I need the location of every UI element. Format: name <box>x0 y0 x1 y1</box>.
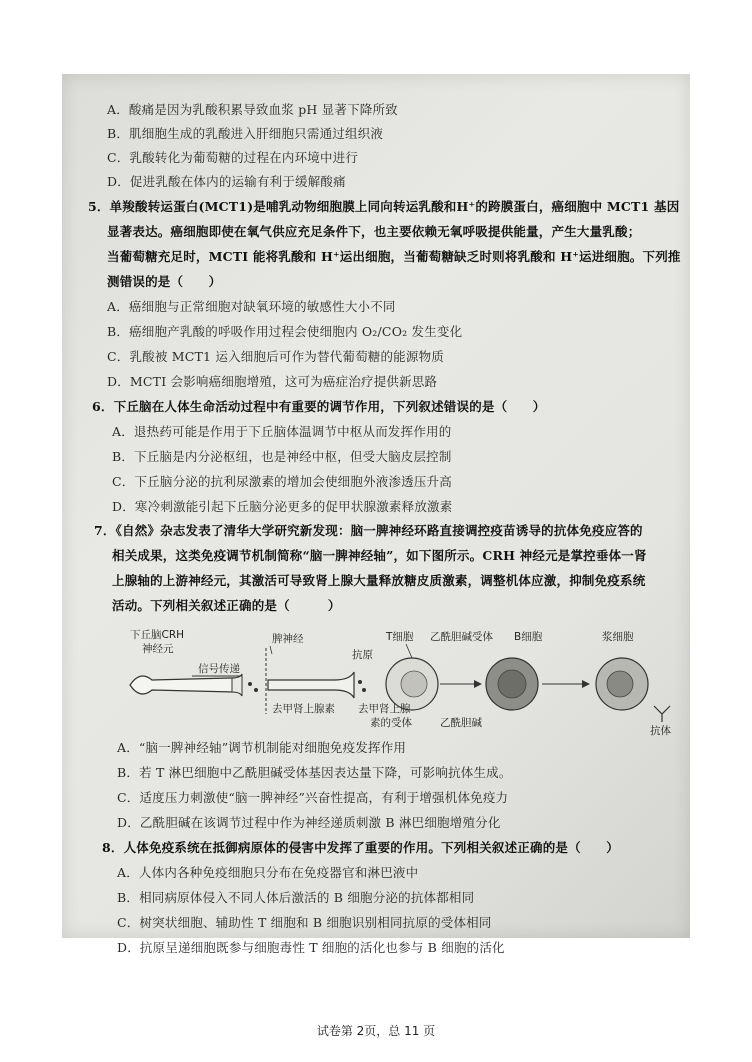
page-footer: 试卷第 2页，总 11 页 <box>316 1024 436 1038</box>
option-5B: B．癌细胞产乳酸的呼吸作用过程会使细胞内 O₂/CO₂ 发生变化 <box>107 324 463 339</box>
vesicle <box>358 680 362 684</box>
option-7D: D．乙酰胆碱在该调节过程中作为神经递质刺激 B 淋巴细胞增殖分化 <box>117 815 501 830</box>
vesicle <box>254 688 258 692</box>
crh-neuron-axon <box>130 674 242 696</box>
option-6B: B．下丘脑是内分泌枢纽，也是神经中枢，但受大脑皮层控制 <box>112 449 452 464</box>
option-4C: C．乳酸转化为葡萄糖的过程在内环境中进行 <box>107 150 359 165</box>
question-5-line4: 测错误的是（ ） <box>107 274 222 289</box>
option-6D: D．寒冷刺激能引起下丘脑分泌更多的促甲状腺激素释放激素 <box>112 499 453 514</box>
b-cell <box>486 658 538 710</box>
option-6C: C．下丘脑分泌的抗利尿激素的增加会使细胞外液渗透压升高 <box>112 474 452 489</box>
spleen-nerve-fiber <box>268 672 354 698</box>
label-ach-receptor: 乙酰胆碱受体 <box>430 631 493 643</box>
option-4D: D．促进乳酸在体内的运输有利于缓解酸痛 <box>107 174 346 189</box>
plasma-cell <box>596 658 648 710</box>
option-4A: A．酸痛是因为乳酸积累导致血浆 pH 显著下降所致 <box>107 102 398 117</box>
option-7A: A．“脑一脾神经轴”调节机制能对细胞免疫发挥作用 <box>117 740 407 755</box>
option-5A: A．癌细胞与正常细胞对缺氧环境的敏感性大小不同 <box>107 299 396 314</box>
label-ach: 乙酰胆碱 <box>440 717 482 729</box>
label-ne-receptor-2: 素的受体 <box>370 717 412 729</box>
option-6A: A．退热药可能是作用于下丘脑体温调节中枢从而发挥作用的 <box>112 424 452 439</box>
label-plasma-cell: 浆细胞 <box>602 631 634 643</box>
question-6: 6．下丘脑在人体生命活动过程中有重要的调节作用，下列叙述错误的是（ ） <box>92 399 546 414</box>
option-7C: C．适度压力刺激使“脑一脾神经”兴奋性提高，有利于增强机体免疫力 <box>117 790 509 805</box>
question-8: 8．人体免疫系统在抵御病原体的侵害中发挥了重要的作用。下列相关叙述正确的是（ ） <box>102 840 619 855</box>
question-7-line3: 上腺轴的上游神经元，其激活可导致肾上腺大量释放糖皮质激素，调整机体应激，抑制免疫系统 <box>112 573 646 588</box>
option-7B: B．若 T 淋巴细胞中乙酰胆碱受体基因表达量下降，可影响抗体生成。 <box>117 765 512 780</box>
label-crh-neuron-2: 神经元 <box>142 643 174 655</box>
option-5D: D．MCTI 会影响癌细胞增殖，这可为癌症治疗提供新思路 <box>107 374 438 389</box>
label-ne-receptor-1: 去甲肾上腺 <box>358 703 411 715</box>
label-t-cell: T细胞 <box>386 631 414 643</box>
label-norepinephrine: 去甲肾上腺素 <box>272 703 335 715</box>
label-antigen: 抗原 <box>352 649 373 661</box>
option-4B: B．肌细胞生成的乳酸进入肝细胞只需通过组织液 <box>107 126 384 141</box>
question-5-line3: 当葡萄糖充足时，MCTI 能将乳酸和 H⁺运出细胞，当葡萄糖缺乏时则将乳酸和 H⁺运进细胞。下列推 <box>107 249 681 264</box>
label-crh-neuron-1: 下丘脑CRH <box>130 629 185 641</box>
label-spleen-nerve: 脾神经 <box>272 633 304 645</box>
label-antibody: 抗体 <box>650 725 671 737</box>
option-8B: B．相同病原体侵入不同人体后激活的 B 细胞分泌的抗体都相同 <box>117 890 475 905</box>
label-signal: 信号传递 <box>198 663 240 675</box>
option-8D: D．抗原呈递细胞既参与细胞毒性 T 细胞的活化也参与 B 细胞的活化 <box>117 940 505 955</box>
question-7-line1: 7．《自然》杂志发表了清华大学研究新发现：脑一脾神经环路直接调控疫苗诱导的抗体免疫应答的 <box>94 523 643 538</box>
exam-page-photo <box>62 74 690 955</box>
question-7-line2: 相关成果，这类免疫调节机制简称“脑一脾神经轴”，如下图所示。CRH 神经元是掌控垂体一肾 <box>112 548 647 563</box>
option-8C: C．树突状细胞、辅助性 T 细胞和 B 细胞识别相同抗原的受体相同 <box>117 915 492 930</box>
vesicle <box>248 682 252 686</box>
option-8A: A．人体内各种免疫细胞只分布在免疫器官和淋巴液中 <box>117 865 419 880</box>
question-5-line2: 显著表达。癌细胞即使在氧气供应充足条件下，也主要依赖无氧呼吸提供能量，产生大量乳酸； <box>107 224 641 239</box>
question-7-line4: 活动。下列相关叙述正确的是（ ） <box>112 598 341 613</box>
vesicle <box>362 688 366 692</box>
brain-spleen-axis-diagram <box>122 622 682 737</box>
antibody-mark <box>654 706 670 722</box>
question-5-line1: 5．单羧酸转运蛋白(MCT1)是哺乳动物细胞膜上同向转运乳酸和H⁺的跨膜蛋白，癌细胞中 MCT1 基因 <box>88 199 680 214</box>
label-b-cell: B细胞 <box>514 631 543 643</box>
option-5C: C．乳酸被 MCT1 运入细胞后可作为替代葡萄糖的能源物质 <box>107 349 444 364</box>
